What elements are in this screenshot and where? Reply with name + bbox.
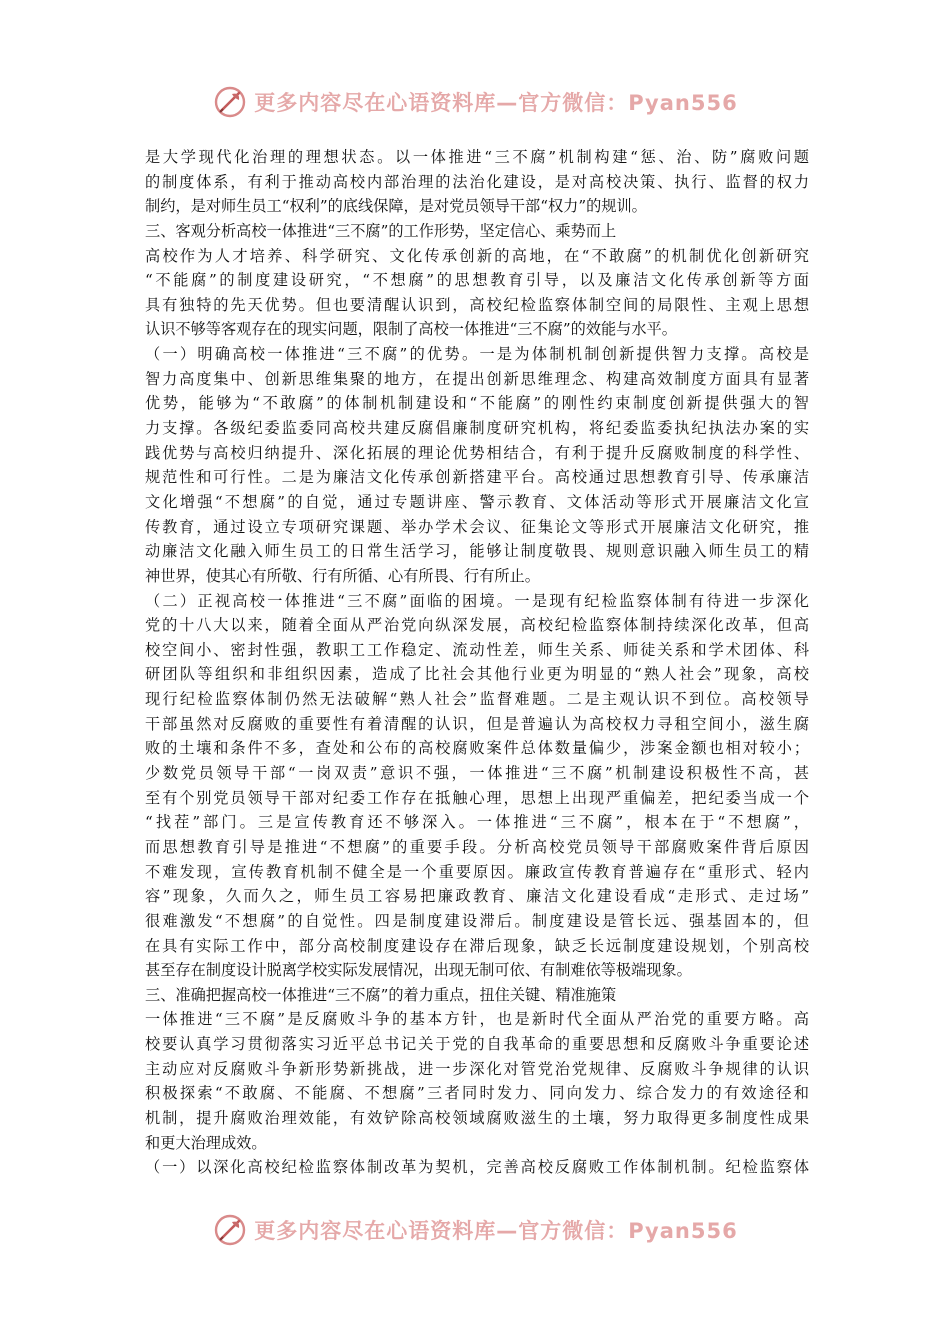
banner-text: 更多内容尽在心语资料库—官方微信：Pyan556 <box>254 1219 738 1243</box>
text-line: 的制度体系，有利于推动高校内部治理的法治化建设，是对高校决策、执行、监督的权力 <box>145 172 809 191</box>
text-line: 而思想教育引导是推进“不想腐”的重要手段。分析高校党员领导干部腐败案件背后原因 <box>145 837 809 856</box>
text-line: 在具有实际工作中，部分高校制度建设存在滞后现象，缺乏长远制度建设规划，个别高校 <box>145 936 809 955</box>
header-banner <box>0 82 950 122</box>
text-line: 少数党员领导干部“一岗双责”意识不强，一体推进“三不腐”机制建设积极性不高，甚 <box>145 764 809 783</box>
text-line: 校空间小、密封性强，教职工工作稳定、流动性差，师生关系、师徒关系和学术团体、科 <box>145 640 809 659</box>
text-line: 动廉洁文化融入师生员工的日常生活学习，能够让制度敬畏、规则意识融入师生员工的精 <box>145 542 809 561</box>
text-line: 优势，能够为“不敢腐”的体制机制建设和“不能腐”的刚性约束制度创新提供强大的智 <box>145 394 809 413</box>
text-line: 不难发现，宣传教育机制不健全是一个重要原因。廉政宣传教育普遍存在“重形式、轻内 <box>145 862 809 881</box>
text-line: 主动应对反腐败斗争新形势新挑战，进一步深化对管党治党规律、反腐败斗争规律的认识 <box>145 1059 809 1078</box>
text-line: 积极探索“不敢腐、不能腐、不想腐”三者同时发力、同向发力、综合发力的有效途径和 <box>145 1084 809 1103</box>
text-line: 神世界，使其心有所敬、行有所循、心有所畏、行有所止。 <box>145 566 540 585</box>
text-line: 力支撑。各级纪委监委同高校共建反腐倡廉制度研究机构，将纪委监委执纪执法办案的实 <box>145 419 809 438</box>
text-line: 和更大治理成效。 <box>145 1133 267 1152</box>
text-line: 党的十八大以来，随着全面从严治党向纵深发展，高校纪检监察体制持续深化改革，但高 <box>145 616 809 635</box>
text-line: 现行纪检监察体制仍然无法破解“熟人社会”监督难题。二是主观认识不到位。高校领导 <box>145 690 809 709</box>
text-line: 规范性和可行性。二是为廉洁文化传承创新搭建平台。高校通过思想教育引导、传承廉洁 <box>145 468 809 487</box>
text-line: （一）以深化高校纪检监察体制改革为契机，完善高校反腐败工作体制机制。纪检监察体 <box>145 1158 809 1177</box>
text-line: 很难激发“不想腐”的自觉性。四是制度建设滞后。制度建设是管长远、强基固本的，但 <box>145 911 809 930</box>
text-line: “找茬”部门。三是宣传教育还不够深入。一体推进“三不腐”，根本在于“不想腐”， <box>145 813 809 832</box>
banner-text: 更多内容尽在心语资料库—官方微信：Pyan556 <box>254 91 738 115</box>
text-line: 容”现象，久而久之，师生员工容易把廉政教育、廉洁文化建设看成“走形式、走过场” <box>145 887 809 906</box>
text-line: “不能腐”的制度建设研究，“不想腐”的思想教育引导，以及廉洁文化传承创新等方面 <box>145 271 809 290</box>
text-line: 甚至存在制度设计脱离学校实际发展情况，出现无制可依、有制难依等极端现象。 <box>145 961 692 980</box>
text-line: 机制，提升腐败治理效能，有效铲除高校领域腐败滋生的土壤，努力取得更多制度性成果 <box>145 1108 809 1127</box>
text-line: 败的土壤和条件不多，查处和公布的高校腐败案件总体数量偏少，涉案金额也相对较小； <box>145 739 809 758</box>
text-line: 一体推进“三不腐”是反腐败斗争的基本方针，也是新时代全面从严治党的重要方略。高 <box>145 1010 809 1029</box>
text-line: 干部虽然对反腐败的重要性有着清醒的认识，但是普遍认为高校权力寻租空间小，滋生腐 <box>145 714 809 733</box>
footer-banner <box>0 1210 950 1250</box>
text-line: （一）明确高校一体推进“三不腐”的优势。一是为体制机制创新提供智力支撑。高校是 <box>145 345 809 364</box>
text-line: 智力高度集中、创新思维集聚的地方，在提出创新思维理念、构建高效制度方面具有显著 <box>145 369 809 388</box>
text-line: 认识不够等客观存在的现实问题，限制了高校一体推进“三不腐”的效能与水平。 <box>145 320 677 339</box>
text-line: 是大学现代化治理的理想状态。以一体推进“三不腐”机制构建“惩、治、防”腐败问题 <box>145 148 809 166</box>
text-line: （二）正视高校一体推进“三不腐”面临的困境。一是现有纪检监察体制有待进一步深化 <box>145 591 809 610</box>
text-line: 践优势与高校归纳提升、深化拓展的理论优势相结合，有利于提升反腐败制度的科学性、 <box>145 443 809 462</box>
text-line: 具有独特的先天优势。但也要清醒认识到，高校纪检监察体制空间的局限性、主观上思想 <box>145 295 809 314</box>
text-line: 三、客观分析高校一体推进“三不腐”的工作形势，坚定信心、乘势而上 <box>145 221 617 240</box>
quill-logo-icon <box>212 84 248 120</box>
text-line: 三、准确把握高校一体推进“三不腐”的着力重点，扭住关键、精准施策 <box>145 985 617 1004</box>
text-line: 制约，是对师生员工“权利”的底线保障，是对党员领导干部“权力”的规训。 <box>145 197 647 216</box>
text-line: 研团队等组织和非组织因素，造成了比社会其他行业更为明显的“熟人社会”现象，高校 <box>145 665 809 684</box>
text-line: 传教育，通过设立专项研究课题、举办学术会议、征集论文等形式开展廉洁文化研究，推 <box>145 517 809 536</box>
quill-logo-icon <box>212 1212 248 1248</box>
text-line: 校要认真学习贯彻落实习近平总书记关于党的自我革命的重要思想和反腐败斗争重要论述 <box>145 1035 809 1054</box>
text-line: 至有个别党员领导干部对纪委工作存在抵触心理，思想上出现严重偏差，把纪委当成一个 <box>145 788 809 807</box>
text-line: 高校作为人才培养、科学研究、文化传承创新的高地，在“不敢腐”的机制优化创新研究 <box>145 246 809 265</box>
document-body <box>145 145 809 1180</box>
text-line: 文化增强“不想腐”的自觉，通过专题讲座、警示教育、文体活动等形式开展廉洁文化宣 <box>145 492 809 511</box>
